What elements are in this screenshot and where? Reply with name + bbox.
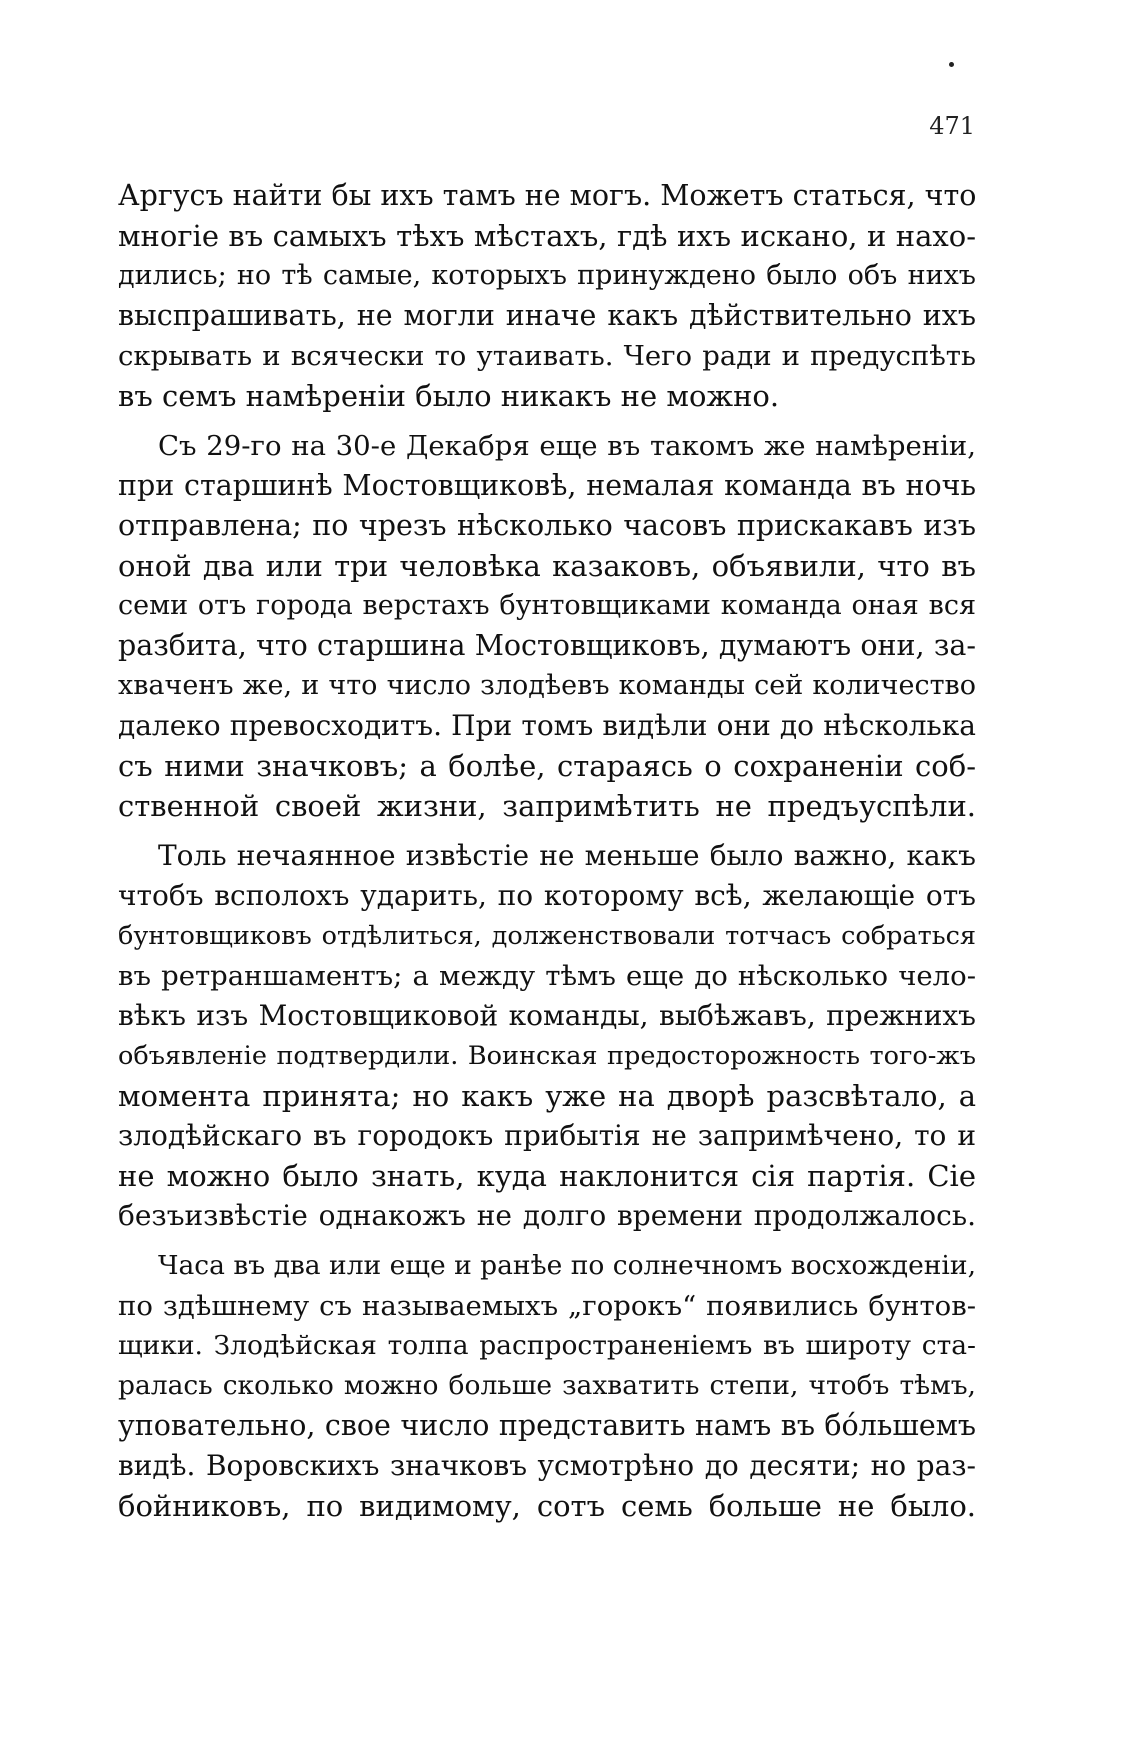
text-line: оной два или три человѣка казаковъ, объявили, что въ [118, 549, 976, 583]
text-line: въ ретраншаментъ; а между тѣмъ еще до нѣсколько чело- [118, 960, 976, 992]
printer-mark-dot [949, 62, 954, 67]
text-line: далеко превосходитъ. При томъ видѣли они до нѣсколька [118, 709, 976, 742]
paragraph [118, 1246, 976, 1526]
text-line: ралась сколько можно больше захватить степи, чтобъ тѣмъ, [118, 1370, 976, 1401]
text-line: бунтовщиковъ отдѣлиться, долженствовали тотчасъ собраться [118, 921, 976, 951]
text-line: видѣ. Воровскихъ значковъ усмотрѣно до десяти; но раз- [118, 1449, 976, 1482]
text-line: ственной своей жизни, запримѣтить не предъуспѣли. [118, 789, 976, 823]
text-line: при старшинѣ Мостовщиковѣ, немалая команда въ ночь [118, 469, 976, 502]
text-line: чтобъ всполохъ ударить, по которому всѣ, желающіе отъ [118, 879, 976, 912]
body-text [118, 176, 976, 1526]
text-line: отправлена; по чрезъ нѣсколько часовъ прискакавъ изъ [118, 509, 976, 542]
paragraph [118, 426, 976, 826]
text-line: семи отъ города верстахъ бунтовщиками команда оная вся [118, 590, 976, 621]
text-line: момента принята; но какъ уже на дворѣ разсвѣтало, а [118, 1079, 976, 1113]
text-line: безъизвѣстіе однакожъ не долго времени продолжалось. [118, 1199, 976, 1232]
text-line: по здѣшнему съ называемыхъ „горокъ“ появились бунтов- [118, 1290, 976, 1322]
text-line: разбита, что старшина Мостовщиковъ, думаютъ они, за- [118, 629, 976, 662]
paragraph [118, 836, 976, 1236]
page-number: 471 [929, 112, 975, 140]
text-line: хваченъ же, и что число злодѣевъ команды сей количество [118, 670, 976, 701]
text-line: бойниковъ, по видимому, сотъ семь больше не было. [118, 1489, 976, 1523]
text-line: уповательно, свое число представить намъ въ бóльшемъ [118, 1409, 976, 1442]
text-line: Толь нечаянное извѣстіе не меньше было важно, какъ [158, 839, 976, 872]
text-line: не можно было знать, куда наклонится сія партія. Сіе [118, 1159, 976, 1193]
text-line: скрывать и всячески то утаивать. Чего ради и предуспѣть [118, 340, 976, 372]
text-line: злодѣйскаго въ городокъ прибытія не запримѣчено, то и [118, 1119, 976, 1152]
paragraph [118, 176, 976, 416]
text-line: Аргусъ найти бы ихъ тамъ не могъ. Можетъ статься, что [118, 179, 976, 212]
text-line: въ семъ намѣреніи было никакъ не можно. [118, 379, 780, 413]
text-line: вѣкъ изъ Мостовщиковой команды, выбѣжавъ, прежнихъ [118, 999, 976, 1032]
text-line: Часа въ два или еще и ранѣе по солнечномъ восхожденіи, [158, 1250, 976, 1281]
text-line: съ ними значковъ; а болѣе, стараясь о сохраненіи соб- [118, 749, 976, 783]
text-line: Съ 29-го на 30-е Декабря еще въ такомъ же намѣреніи, [158, 430, 976, 462]
text-line: дились; но тѣ самые, которыхъ принуждено было объ нихъ [118, 260, 976, 291]
text-line: объявленіе подтвердили. Воинская предосторожность того-жъ [118, 1041, 976, 1071]
text-line: щики. Злодѣйская толпа распространеніемъ въ широту ста- [118, 1330, 976, 1361]
text-line: выспрашивать, не могли иначе какъ дѣйствительно ихъ [118, 299, 976, 332]
text-line: многіе въ самыхъ тѣхъ мѣстахъ, гдѣ ихъ искано, и нахо- [118, 219, 976, 253]
